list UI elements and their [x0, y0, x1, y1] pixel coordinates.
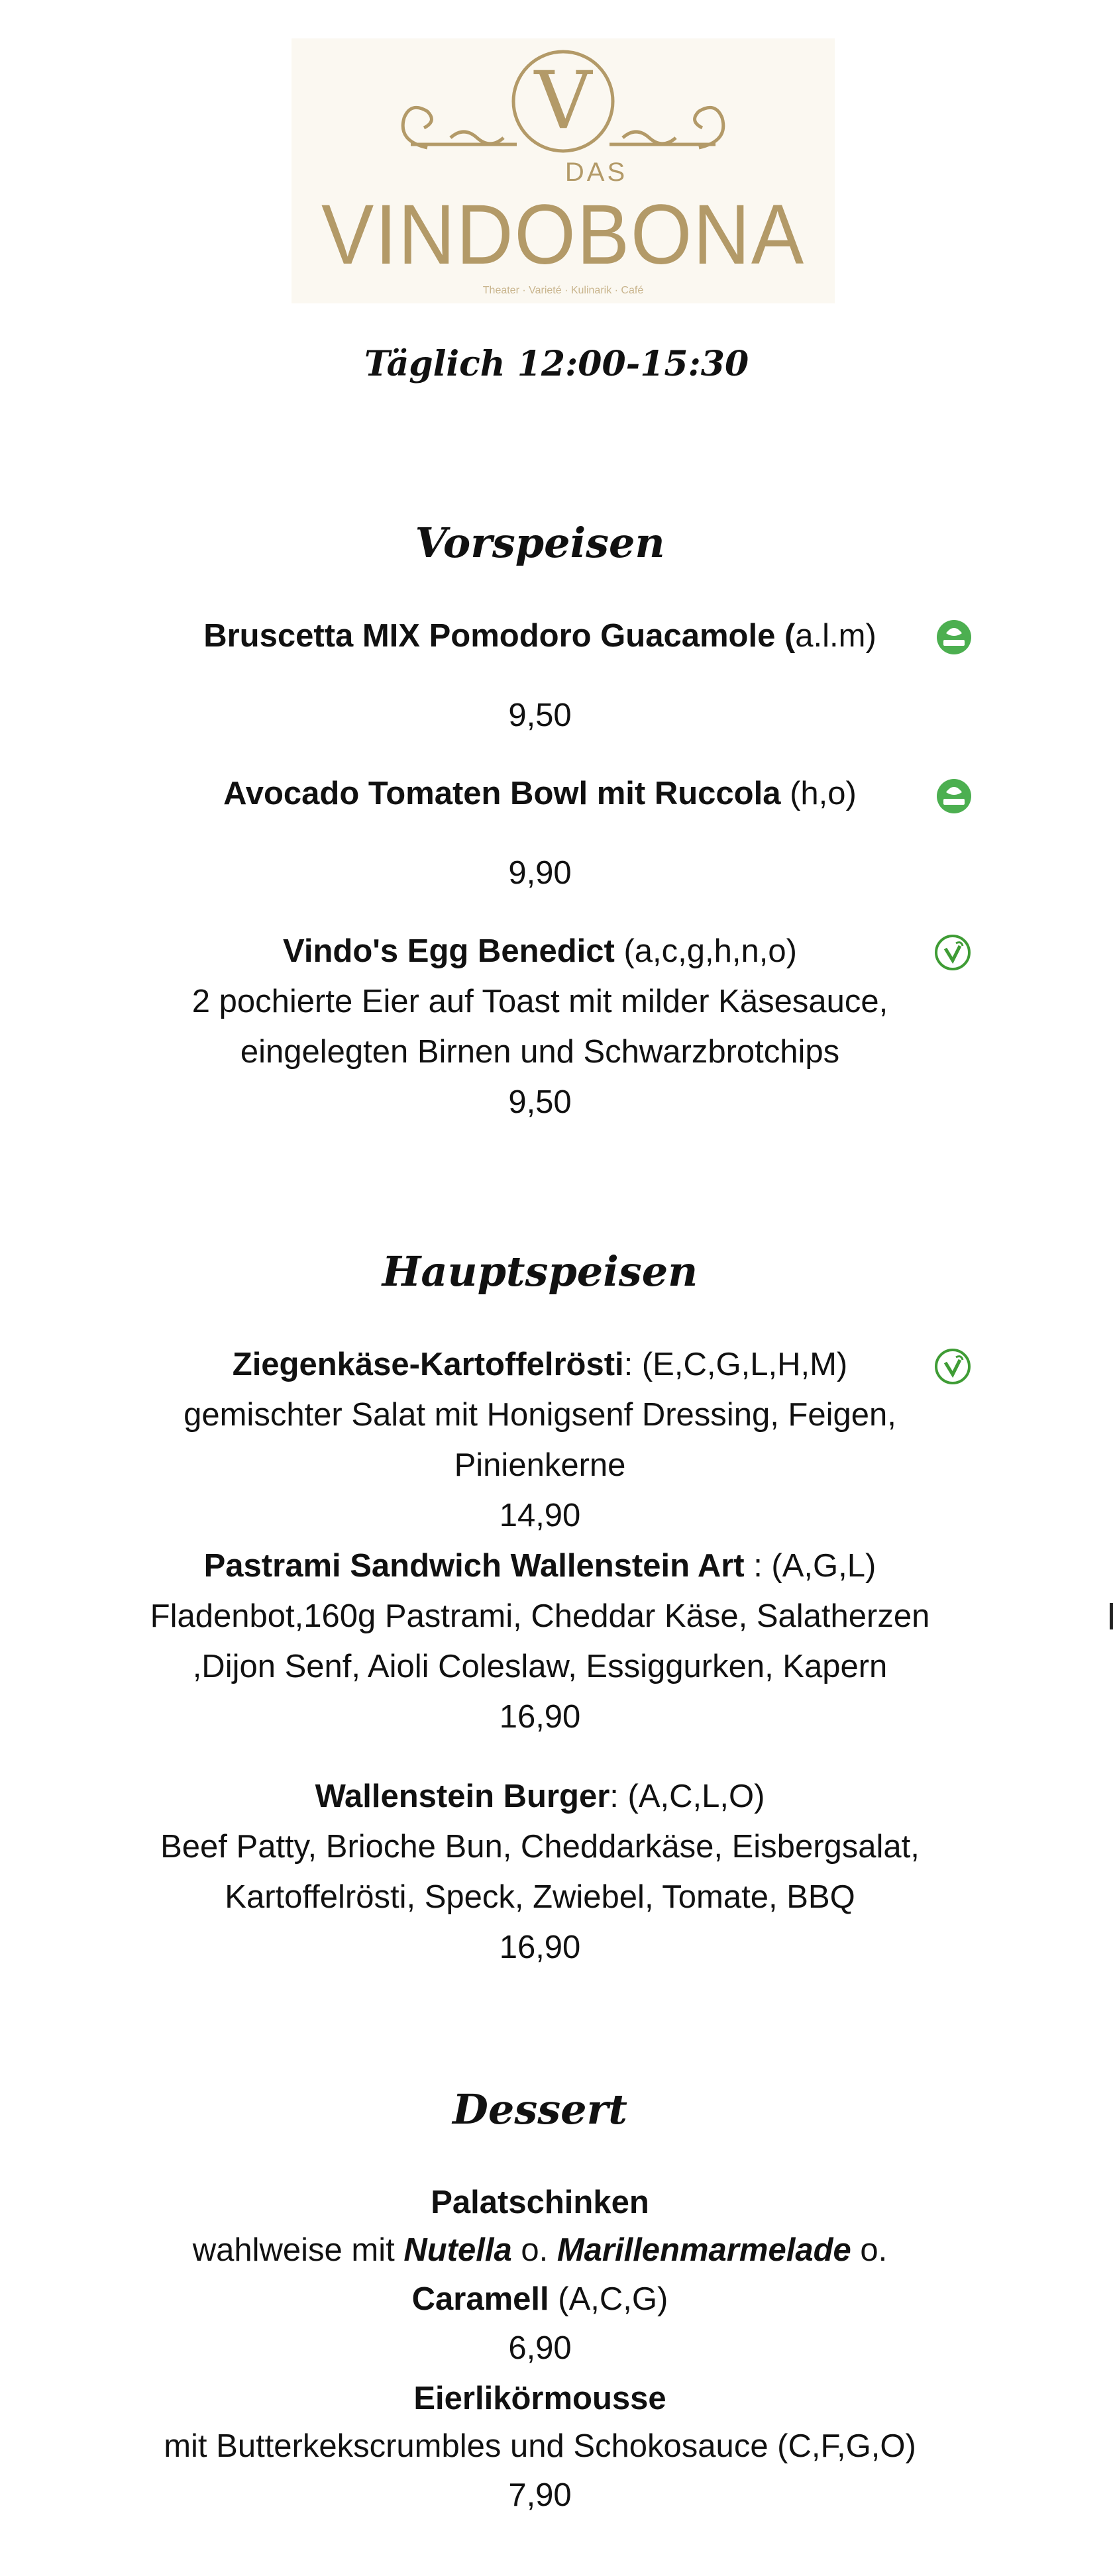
logo-name: VINDOBONA [321, 187, 805, 282]
starter-item-1-name: Bruscetta MIX Pomodoro Guacamole (a.l.m) [203, 618, 876, 654]
dessert-item-1-options: wahlweise mit Nutella o. Marillenmarmelade o. [192, 2232, 888, 2268]
dessert-item-1-price: 6,90 [508, 2330, 572, 2366]
dessert-item-2-price: 7,90 [508, 2477, 572, 2513]
main-item-3-desc-2: Kartoffelrösti, Speck, Zwiebel, Tomate, BBQ [225, 1879, 855, 1915]
main-item-1-desc-2: Pinienkerne [454, 1447, 626, 1483]
section-title-starters: Vorspeisen [415, 519, 665, 567]
main-item-2-desc-1: Fladenbot,160g Pastrami, Cheddar Käse, Salatherzen [150, 1598, 930, 1634]
vegetarian-icon [934, 934, 971, 971]
dessert-item-2-desc: mit Butterkekscrumbles und Schokosauce (C,F,G,O) [164, 2428, 916, 2464]
starter-item-1-price: 9,50 [508, 697, 572, 733]
logo-tagline: Theater · Varieté · Kulinarik · Café [482, 285, 644, 296]
page-edge-mark [1110, 1603, 1113, 1629]
dessert-item-1-name: Palatschinken [431, 2185, 649, 2220]
dessert-item-2-name: Eierlikörmousse [413, 2381, 666, 2416]
main-item-3-name: Wallenstein Burger: (A,C,L,O) [315, 1778, 765, 1814]
main-item-2-price: 16,90 [499, 1699, 581, 1735]
vegan-icon [935, 778, 973, 815]
starter-item-3-name: Vindo's Egg Benedict (a,c,g,h,n,o) [283, 933, 797, 969]
starter-item-3-desc-1: 2 pochierte Eier auf Toast mit milder Käsesauce, [191, 984, 888, 1019]
main-item-1-name: Ziegenkäse-Kartoffelrösti: (E,C,G,L,H,M) [232, 1347, 848, 1382]
section-title-dessert: Dessert [452, 2085, 627, 2134]
starter-item-2-price: 9,90 [508, 855, 572, 891]
starter-item-3-price: 9,50 [508, 1084, 572, 1120]
main-item-3-desc-1: Beef Patty, Brioche Bun, Cheddarkäse, Eisbergsalat, [160, 1829, 920, 1865]
starter-item-3-desc-2: eingelegten Birnen und Schwarzbrotchips [240, 1034, 840, 1070]
main-item-3-price: 16,90 [499, 1930, 581, 1965]
logo-monogram: V [534, 55, 592, 147]
starter-item-2-name: Avocado Tomaten Bowl mit Ruccola (h,o) [223, 776, 857, 811]
opening-hours: Täglich 12:00-15:30 [364, 344, 749, 384]
main-item-1-desc-1: gemischter Salat mit Honigsenf Dressing, Feigen, [184, 1397, 896, 1433]
logo-prefix: DAS [564, 158, 628, 187]
vegan-icon [935, 619, 973, 656]
dessert-item-1-options-cont: Caramell (A,C,G) [411, 2281, 668, 2317]
main-item-1-price: 14,90 [499, 1498, 581, 1533]
vegetarian-icon [934, 1348, 971, 1385]
section-title-mains: Hauptspeisen [382, 1247, 698, 1296]
main-item-2-name: Pastrami Sandwich Wallenstein Art : (A,G,L) [203, 1548, 876, 1584]
vindobona-logo [292, 38, 835, 303]
main-item-2-desc-2: ,Dijon Senf, Aioli Coleslaw, Essiggurken, Kapern [192, 1649, 888, 1684]
